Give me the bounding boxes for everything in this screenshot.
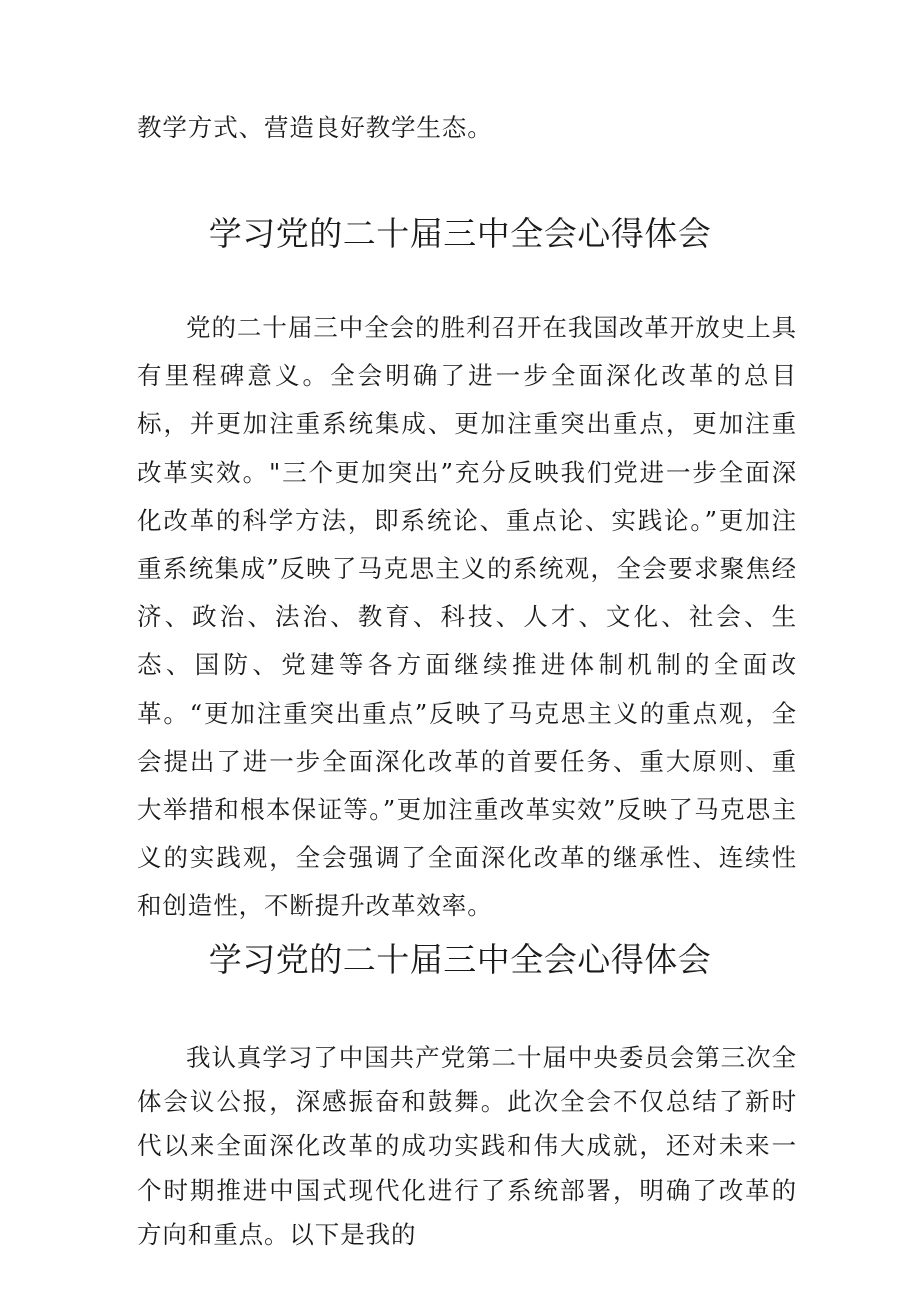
continuation-paragraph: 教学方式、营造良好教学生态。 <box>137 113 493 142</box>
section-2-paragraph: 我认真学习了中国共产党第二十届中央委员会第三次全体会议公报，深感振奋和鼓舞。此次全会不仅总结了新时代以来全面深化改革的成功实践和伟大成就，还对未来一个时期推进中国式现代化进行了系统部署，明确了改革的方向和重点。以下是我的 <box>137 1043 797 1249</box>
section-1-paragraph: 党的二十届三中全会的胜利召开在我国改革开放史上具有里程碑意义。全会明确了进一步全面深化改革的总目标，并更加注重系统集成、更加注重突出重点，更加注重改革实效。"三个更加突出”充分反映我们党进一步全面深化改革的科学方法，即系统论、重点论、实践论。”更加注重系统集成”反映了马克思主义的系统观，全会要求聚焦经济、政治、法治、教育、科技、人才、文化、社会、生态、国防、党建等各方面继续推进体制机制的全面改革。“更加注重突出重点”反映了马克思主义的重点观，全会提出了进一步全面深化改革的首要任务、重大原则、重大举措和根本保证等。”更加注重改革实效”反映了马克思主义的实践观，全会强调了全面深化改革的继承性、连续性和创造性，不断提升改革效率。 <box>137 313 797 921</box>
section-1-title: 学习党的二十届三中全会心得体会 <box>208 214 712 253</box>
section-2-title: 学习党的二十届三中全会心得体会 <box>208 940 712 979</box>
